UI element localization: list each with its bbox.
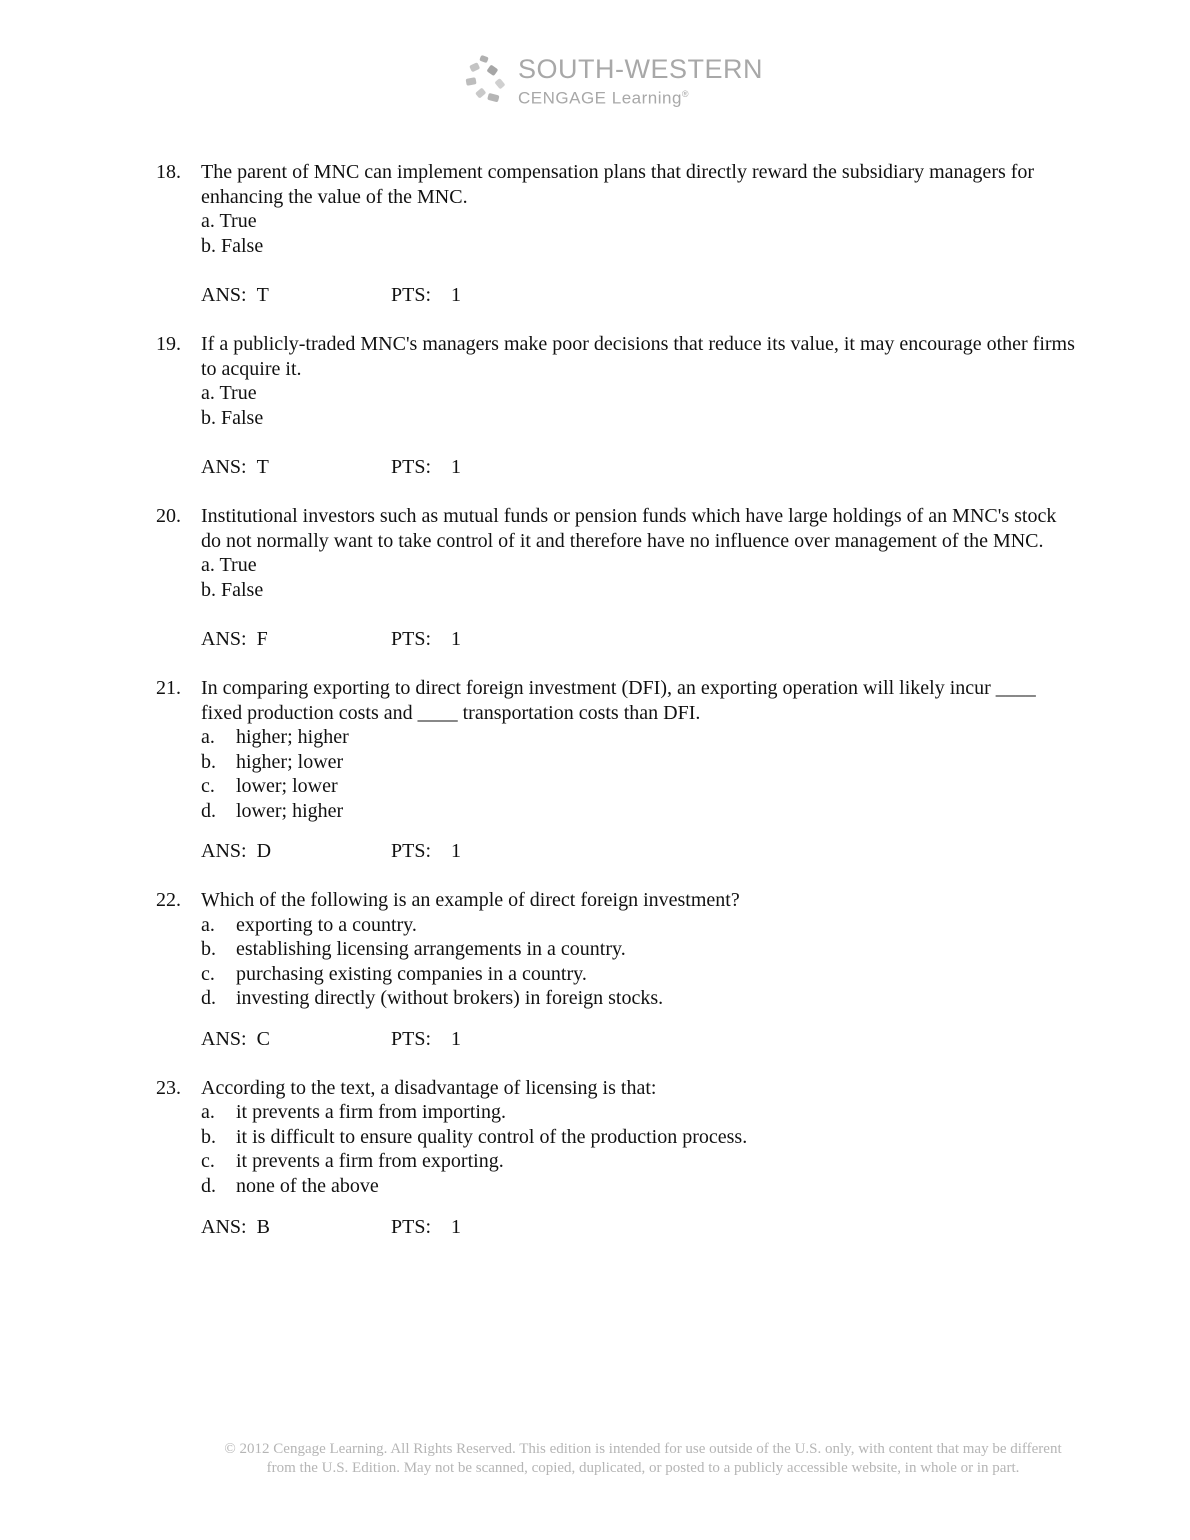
- question-text: According to the text, a disadvantage of licensing is that:: [201, 1076, 657, 1099]
- question-number: 19.: [156, 332, 181, 355]
- answer-line: [201, 455, 1076, 480]
- question-text: Which of the following is an example of direct foreign investment?: [201, 889, 740, 912]
- copyright-line-2: from the U.S. Edition. May not be scanned, copied, duplicated, or posted to a publicly accessible website, in whole or in part.: [266, 1460, 1020, 1476]
- answer-line: [201, 1027, 1076, 1052]
- question-text: Institutional investors such as mutual funds or pension funds which have large holdings of an MNC's stock do not normally want to take control of it and therefore have no influence over management of the MNC.: [201, 504, 1057, 552]
- answer-value: ANS: F: [201, 628, 268, 651]
- question-22: [156, 888, 1076, 1052]
- answer-line: [201, 1215, 1076, 1240]
- points-value: PTS: 1: [391, 284, 462, 307]
- answer-value: ANS: B: [201, 1215, 270, 1238]
- option-b: b. False: [201, 578, 264, 601]
- answer-line: [201, 839, 1076, 864]
- copyright-line-1: © 2012 Cengage Learning. All Rights Reserved. This edition is intended for use outside of the U.S. only, with content that may be different: [224, 1441, 1062, 1457]
- option-a: a. True: [201, 554, 257, 577]
- points-value: PTS: 1: [391, 840, 462, 863]
- question-number: 20.: [156, 504, 181, 527]
- option-b: b. False: [201, 406, 264, 429]
- option-a: a. exporting to a country.: [201, 913, 417, 936]
- option-c: c. it prevents a firm from exporting.: [201, 1150, 504, 1173]
- option-b: b. it is difficult to ensure quality control of the production process.: [201, 1125, 748, 1148]
- question-text: If a publicly-traded MNC's managers make poor decisions that reduce its value, it may encourage other firms to acquire it.: [201, 332, 1075, 380]
- question-number: 18.: [156, 161, 181, 183]
- option-d: d. lower; higher: [201, 799, 344, 822]
- copyright-footer: [200, 1440, 1086, 1478]
- question-number: 22.: [156, 889, 181, 912]
- points-value: PTS: 1: [391, 1028, 462, 1051]
- publisher-logo: [462, 54, 763, 110]
- points-value: PTS: 1: [391, 628, 462, 651]
- answer-value: ANS: D: [201, 840, 272, 863]
- option-c: c. purchasing existing companies in a country.: [201, 962, 587, 985]
- cengage-logo-icon: [462, 54, 510, 106]
- option-a: a. True: [201, 210, 257, 233]
- answer-value: ANS: C: [201, 1028, 270, 1051]
- question-18: [156, 160, 1076, 308]
- question-number: 21.: [156, 676, 181, 699]
- option-a: a. it prevents a firm from importing.: [201, 1101, 506, 1124]
- registered-mark: ®: [681, 89, 690, 99]
- question-20: [156, 504, 1076, 652]
- question-list: [156, 160, 1076, 1263]
- option-d: d. none of the above: [201, 1175, 379, 1197]
- answer-line: [201, 283, 1076, 308]
- question-19: [156, 332, 1076, 480]
- question-number: 23.: [156, 1076, 181, 1099]
- logo-subtitle: CENGAGE Learning®: [518, 88, 690, 108]
- answer-line: [201, 627, 1076, 652]
- option-d: d. investing directly (without brokers) in foreign stocks.: [201, 987, 664, 1010]
- option-c: c. lower; lower: [201, 775, 338, 798]
- question-23: [156, 1076, 1076, 1240]
- question-21: [156, 676, 1076, 864]
- option-a: a. True: [201, 382, 257, 405]
- option-b: b. higher; lower: [201, 750, 344, 773]
- answer-value: ANS: T: [201, 456, 269, 479]
- option-a: a. higher; higher: [201, 726, 349, 749]
- question-text: In comparing exporting to direct foreign investment (DFI), an exporting operation will likely incur ____ fixed production costs and ____ transportation costs than DFI.: [201, 676, 1036, 724]
- logo-title: SOUTH-WESTERN: [518, 54, 763, 84]
- points-value: PTS: 1: [391, 456, 462, 479]
- option-b: b. establishing licensing arrangements in a country.: [201, 938, 626, 961]
- option-b: b. False: [201, 234, 264, 257]
- answer-value: ANS: T: [201, 284, 269, 307]
- points-value: PTS: 1: [391, 1215, 462, 1238]
- question-text: The parent of MNC can implement compensation plans that directly reward the subsidiary managers for enhancing the value of the MNC.: [201, 161, 1035, 208]
